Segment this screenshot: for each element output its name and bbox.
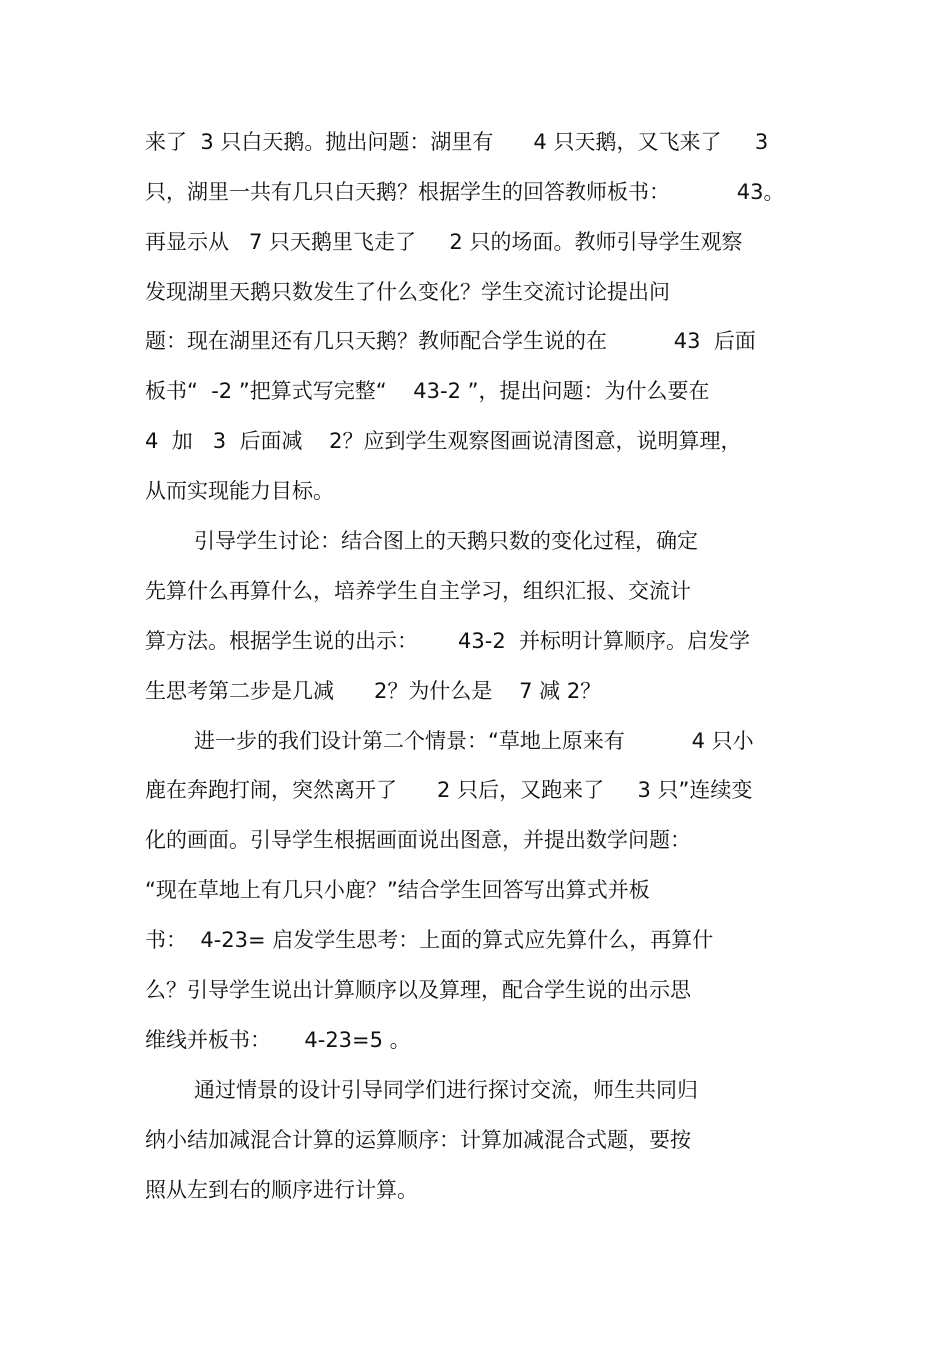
text-line: 书： 4-23= 启发学生思考：上面的算式应先算什么，再算什 xyxy=(145,928,714,952)
paragraph-start-line: 通过情景的设计引导同学们进行探讨交流，师生共同归 xyxy=(194,1078,698,1102)
text-line: “现在草地上有几只小鹿？”结合学生回答写出算式并板 xyxy=(145,878,650,902)
text-line: 生思考第二步是几减 2？为什么是 7 减 2？ xyxy=(145,679,602,703)
text-line: 只，湖里一共有几只白天鹅？根据学生的回答教师板书： 43。 xyxy=(145,180,785,204)
text-line: 先算什么再算什么，培养学生自主学习，组织汇报、交流计 xyxy=(145,579,691,603)
text-line: 从而实现能力目标。 xyxy=(145,479,334,503)
paragraph-start-line: 进一步的我们设计第二个情景：“草地上原来有 4 只小 xyxy=(194,729,754,753)
text-line: 4 加 3 后面减 2？应到学生观察图画说清图意，说明算理， xyxy=(145,429,742,453)
text-line: 板书“ -2 ”把算式写完整“ 43-2 ”，提出问题：为什么要在 xyxy=(145,379,710,403)
text-line: 么？引导学生说出计算顺序以及算理，配合学生说的出示思 xyxy=(145,978,691,1002)
text-line: 鹿在奔跑打闹，突然离开了 2 只后，又跑来了 3 只”连续变 xyxy=(145,778,753,802)
text-line: 维线并板书： 4-23=5 。 xyxy=(145,1028,411,1052)
text-line: 题：现在湖里还有几只天鹅？教师配合学生说的在 43 后面 xyxy=(145,329,756,353)
text-line: 纳小结加减混合计算的运算顺序：计算加减混合式题，要按 xyxy=(145,1128,691,1152)
text-line: 来了 3 只白天鹅。抛出问题：湖里有 4 只天鹅，又飞来了 3 xyxy=(145,130,769,154)
text-line: 化的画面。引导学生根据画面说出图意，并提出数学问题： xyxy=(145,828,691,852)
text-line: 再显示从 7 只天鹅里飞走了 2 只的场面。教师引导学生观察 xyxy=(145,230,743,254)
text-line: 照从左到右的顺序进行计算。 xyxy=(145,1178,418,1202)
text-line: 发现湖里天鹅只数发生了什么变化？学生交流讨论提出问 xyxy=(145,280,670,304)
paragraph-start-line: 引导学生讨论：结合图上的天鹅只数的变化过程，确定 xyxy=(194,529,698,553)
text-line: 算方法。根据学生说的出示： 43-2 并标明计算顺序。启发学 xyxy=(145,629,751,653)
